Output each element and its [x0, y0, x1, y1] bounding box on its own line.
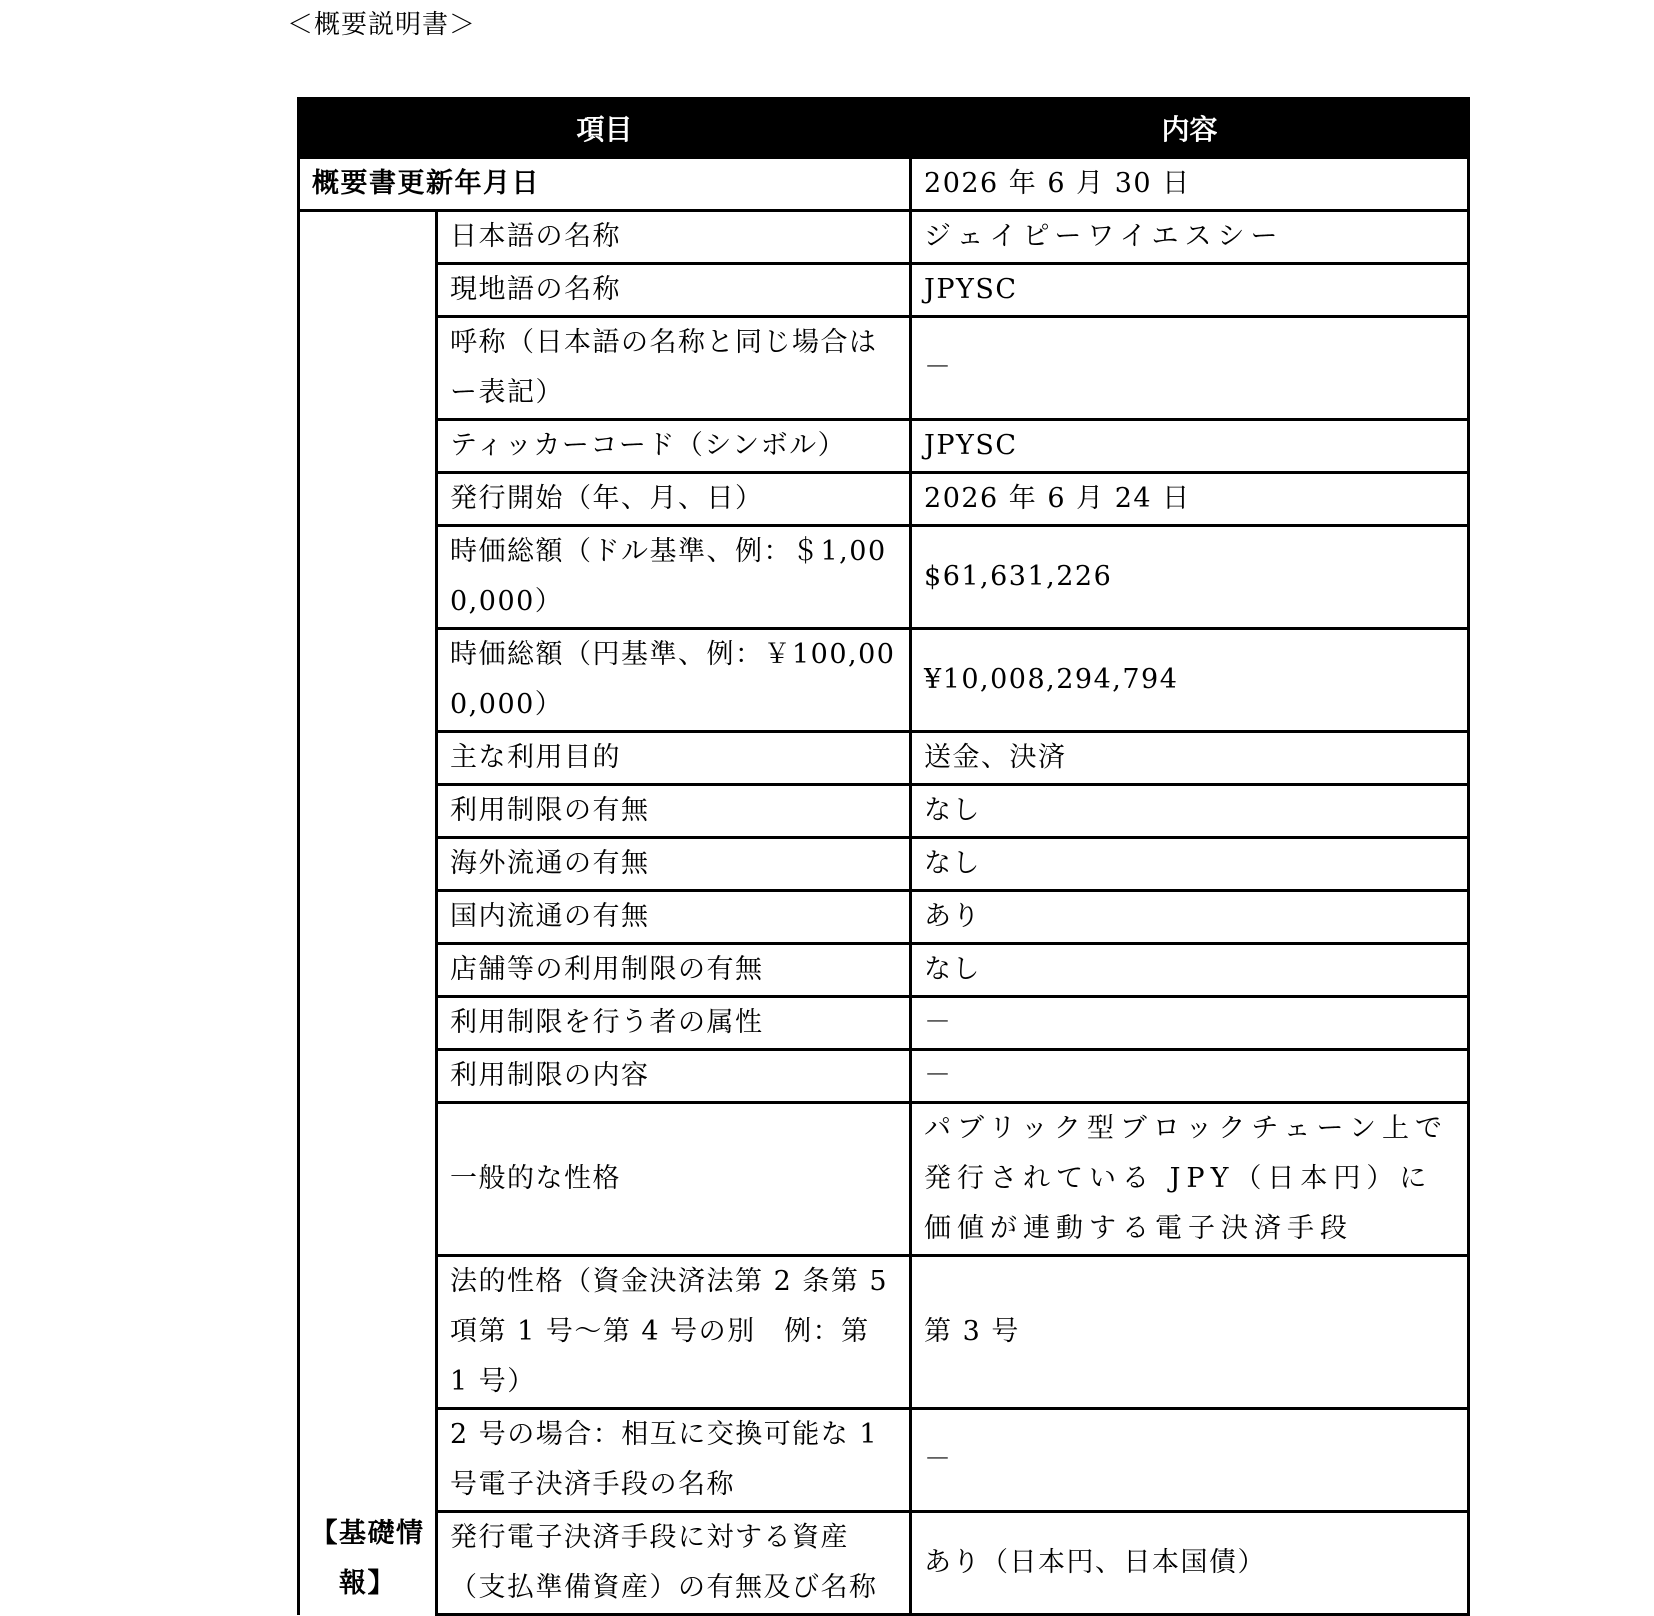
- row-value: $61,631,226: [911, 526, 1469, 629]
- update-date-row: [299, 158, 1469, 211]
- row-label: ティッカーコード（シンボル）: [437, 420, 911, 473]
- row-value: JPYSC: [911, 420, 1469, 473]
- row-label: 時価総額（円基準、例：￥100,000,000）: [437, 629, 911, 732]
- row-label: 発行開始（年、月、日）: [437, 473, 911, 526]
- row-value: ジェイピーワイエスシー: [911, 211, 1469, 264]
- table-row: [299, 629, 1469, 732]
- summary-table-container: [297, 97, 1467, 1616]
- row-label: 現地語の名称: [437, 264, 911, 317]
- row-value: －: [911, 1409, 1469, 1512]
- row-value: －: [911, 1050, 1469, 1103]
- row-label: 日本語の名称: [437, 211, 911, 264]
- table-row: [299, 473, 1469, 526]
- table-header-row: [299, 99, 1469, 158]
- table-row: [299, 317, 1469, 420]
- summary-table: [297, 97, 1470, 1616]
- row-label: 発行電子決済手段に対する資産（支払準備資産）の有無及び名称: [437, 1512, 911, 1615]
- table-row: [299, 420, 1469, 473]
- table-row: [299, 1050, 1469, 1103]
- row-value: －: [911, 997, 1469, 1050]
- row-label: 店舗等の利用制限の有無: [437, 944, 911, 997]
- row-value: パブリック型ブロックチェーン上で発行されている JPY（日本円）に価値が連動する電子決済手段: [911, 1103, 1469, 1256]
- table-row: [299, 1256, 1469, 1409]
- row-label: 利用制限の内容: [437, 1050, 911, 1103]
- row-label: 海外流通の有無: [437, 838, 911, 891]
- row-value: －: [911, 317, 1469, 420]
- table-row: [299, 785, 1469, 838]
- row-value: なし: [911, 944, 1469, 997]
- row-label: 国内流通の有無: [437, 891, 911, 944]
- category-label: 【基礎情報】: [299, 211, 437, 1615]
- table-row: [299, 1512, 1469, 1615]
- row-label: 時価総額（ドル基準、例：＄1,000,000）: [437, 526, 911, 629]
- table-row: [299, 1409, 1469, 1512]
- row-value: 2026 年 6 月 24 日: [911, 473, 1469, 526]
- table-row: [299, 944, 1469, 997]
- row-value: ¥10,008,294,794: [911, 629, 1469, 732]
- row-value: あり（日本円、日本国債）: [911, 1512, 1469, 1615]
- table-row: [299, 997, 1469, 1050]
- row-value: なし: [911, 785, 1469, 838]
- row-value: なし: [911, 838, 1469, 891]
- update-date-value: 2026 年 6 月 30 日: [911, 158, 1469, 211]
- table-row: [299, 891, 1469, 944]
- table-row: [299, 264, 1469, 317]
- table-row: [299, 732, 1469, 785]
- row-label: 法的性格（資金決済法第 2 条第 5 項第 1 号～第 4 号の別 例：第 1 号）: [437, 1256, 911, 1409]
- header-item: 項目: [299, 99, 911, 158]
- update-date-label: 概要書更新年月日: [299, 158, 911, 211]
- row-value: 送金、決済: [911, 732, 1469, 785]
- table-row: [299, 1103, 1469, 1256]
- row-label: 一般的な性格: [437, 1103, 911, 1256]
- header-content: 内容: [911, 99, 1469, 158]
- row-label: 利用制限を行う者の属性: [437, 997, 911, 1050]
- row-value: 第 3 号: [911, 1256, 1469, 1409]
- table-row: [299, 838, 1469, 891]
- row-value: JPYSC: [911, 264, 1469, 317]
- document-title: ＜概要説明書＞: [287, 10, 477, 40]
- row-label: 呼称（日本語の名称と同じ場合はー表記）: [437, 317, 911, 420]
- row-label: 2 号の場合：相互に交換可能な 1 号電子決済手段の名称: [437, 1409, 911, 1512]
- table-row: [299, 526, 1469, 629]
- table-row: [299, 211, 1469, 264]
- row-label: 主な利用目的: [437, 732, 911, 785]
- row-label: 利用制限の有無: [437, 785, 911, 838]
- row-value: あり: [911, 891, 1469, 944]
